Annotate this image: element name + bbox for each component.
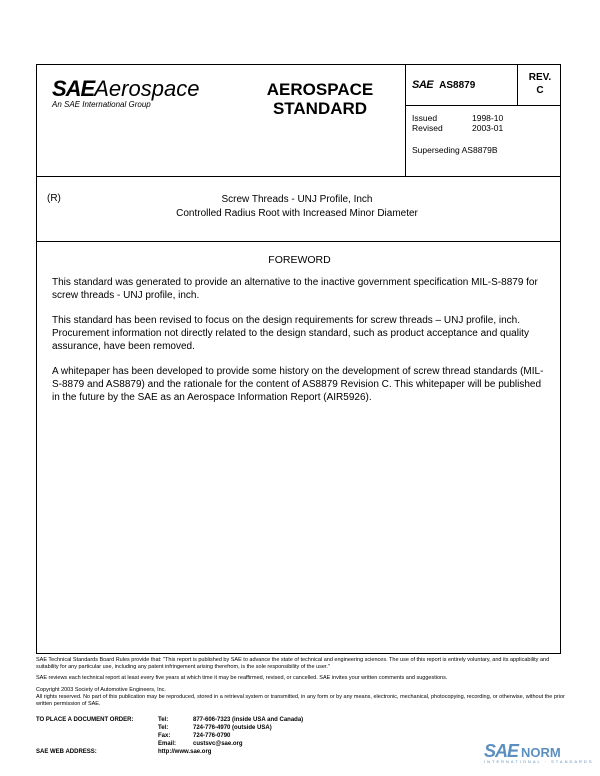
superseding: Superseding AS8879B (412, 145, 498, 155)
revised-value: 2003-01 (472, 123, 504, 133)
revision-mark: (R) (47, 193, 61, 204)
rev-divider (517, 65, 518, 105)
doc-number: AS8879 (439, 80, 476, 91)
tel2-label: Tel: (158, 725, 169, 731)
standard-title (245, 80, 395, 118)
footer-review: SAE reviews each technical report at least every five years at which time it may be reaffirmed, revised, or cancelled. SAE invites your written comments and suggestions. (36, 675, 448, 681)
subject-line1: Screw Threads - UNJ Profile, Inch (221, 194, 373, 205)
issued-value: 1998-10 (472, 113, 504, 123)
issued-row (412, 113, 503, 123)
brand-norm: NORM (521, 745, 561, 760)
footer-rights: All rights reserved. No part of this publication may be reproduced, stored in a retrieval system or transmitted, in any form or by any means, electronic, mechanical, photocopying, recording, or otherwise, without the prior written permission of SAE. (36, 694, 565, 707)
rev-value: C (536, 85, 544, 96)
document-frame (36, 64, 561, 654)
logo-word: Aerospace (94, 76, 200, 101)
sae-aerospace-logo (52, 76, 222, 116)
subject-divider (37, 241, 560, 242)
web-link[interactable]: http://www.sae.org (158, 749, 212, 755)
revised-label: Revised (412, 123, 443, 133)
brand-mark: SAE (484, 741, 519, 761)
doc-brand: SAE (412, 79, 434, 91)
subject-line2: Controlled Radius Root with Increased Minor Diameter (176, 208, 418, 219)
tel-inside: 877-606-7323 (inside USA and Canada) (193, 717, 304, 723)
web-label: SAE WEB ADDRESS: (36, 749, 97, 755)
logo-subtitle: An SAE International Group (52, 100, 151, 109)
revision-box (520, 71, 560, 97)
order-label: TO PLACE A DOCUMENT ORDER: (36, 717, 134, 723)
sae-norm-logo (484, 741, 594, 771)
footer-rules: SAE Technical Standards Board Rules provide that: "This report is published by SAE to advance the state of technical and engineering sciences. The use of this report is entirely voluntary, and its applicability and suitability for any particular use, including any patent infringement arising therefrom, is the sole responsibility of the user." (36, 657, 550, 670)
foreword-paragraph-2: This standard has been revised to focus on the design requirements for screw threads – UNJ profile, inch. Procurement information not directly related to the design standard, such as product acceptance and quality assurance, have been removed. (52, 315, 529, 352)
rev-label: REV. (528, 72, 552, 83)
email-label: Email: (158, 741, 177, 747)
foreword-heading: FOREWORD (268, 254, 331, 266)
logo-mark: SAE (52, 76, 95, 101)
tel-outside: 724-776-4970 (outside USA) (193, 725, 272, 731)
fax-label: Fax: (158, 733, 171, 739)
email-link[interactable]: custsvc@sae.org (193, 741, 243, 747)
standard-title-line2: STANDARD (272, 99, 368, 118)
docnum-underline (405, 105, 561, 106)
foreword-paragraph-3: A whitepaper has been developed to provide some history on the development of screw thread standards (MIL-S-8879 and AS8879) and the rationale for the content of AS8879 Revision C. This whitepaper will be published in the future by the SAE as an Aerospace Information Report (AIR5926). (52, 366, 544, 403)
foreword-paragraph-1: This standard was generated to provide an alternative to the inactive government specification MIL-S-8879 for screw threads - UNJ profile, inch. (52, 277, 538, 301)
docnum-divider (405, 65, 406, 176)
document-number (412, 79, 475, 91)
brand-tagline: INTERNATIONAL · STANDARDS (484, 759, 594, 764)
revised-row (412, 123, 503, 133)
tel-label: Tel: (158, 717, 169, 723)
fax-number: 724-776-0790 (193, 733, 231, 739)
header-divider (37, 176, 560, 177)
issued-label: Issued (412, 113, 438, 123)
standard-title-line1: AEROSPACE (266, 80, 374, 99)
footer-copyright: Copyright 2003 Society of Automotive Engineers, Inc. (36, 687, 166, 693)
